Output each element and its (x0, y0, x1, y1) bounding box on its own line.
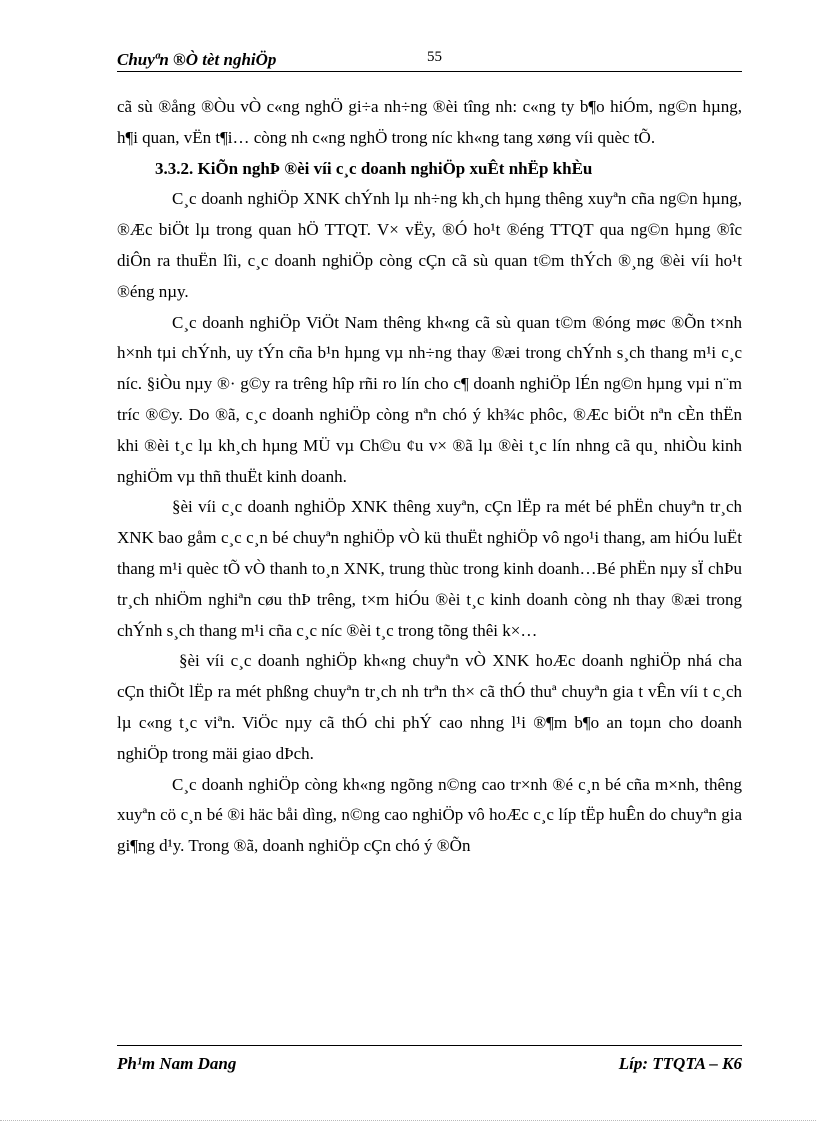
header-title: Chuyªn ®Ò tèt nghiÖp (117, 50, 277, 69)
paragraph: C¸c doanh nghiÖp XNK chÝnh lµ nh÷ng kh¸ch hµng thêng xuyªn cña ng©n hµng, ®Æc biÖt lµ trong quan hÖ TTQT. V× vËy, ®Ó ho¹t ®éng TTQT qua ng©n hµng ®îc diÔn ra thuËn lîi, c¸c doanh nghiÖp còng cÇn cã sù quan t©m thÝch ®¸ng ®èi víi ho¹t ®éng nµy. (117, 189, 742, 301)
footer-class: Líp: TTQTA – K6 (618, 1054, 742, 1073)
paragraph: §èi víi c¸c doanh nghiÖp kh«ng chuyªn vÒ XNK hoÆc doanh nghiÖp nhá cha cÇn thiÕt lËp ra mét phßng chuyªn tr¸ch nh trªn th× cã thÓ thuª chuyªn gia t vÊn víi t c¸ch lµ c«ng t¸c viªn. ViÖc nµy cã thÓ chi phÝ cao nhng l¹i ®¶m b¶o an toµn cho doanh nghiÖp trong mäi giao dÞch. (117, 651, 742, 763)
page-header (117, 46, 742, 72)
page-edge-divider (0, 1120, 816, 1121)
page-body (117, 92, 742, 862)
page-number: 55 (427, 49, 442, 65)
paragraph-continuation: cã sù ®ång ®Òu vÒ c«ng nghÖ gi÷a nh÷ng ®èi tîng nh: c«ng ty b¶o hiÓm, ng©n hµng, h¶i quan, vËn t¶i… còng nh c«ng nghÖ trong níc kh«ng tang xøng víi quèc tÕ. (117, 97, 742, 147)
header-rule (117, 71, 742, 72)
section-heading: 3.3.2. KiÕn nghÞ ®èi víi c¸c doanh nghiÖp xuÊt nhËp khÈu (155, 158, 593, 178)
paragraph: §èi víi c¸c doanh nghiÖp XNK thêng xuyªn, cÇn lËp ra mét bé phËn chuyªn tr¸ch XNK bao gåm c¸c c¸n bé chuyªn nghiÖp vÒ kü thuËt nghiÖp vô ngo¹i thang, am hiÓu luËt thang m¹i quèc tÕ vÒ thanh to¸n XNK, trung thùc trong kinh doanh…Bé phËn nµy sÏ chÞu tr¸ch nhiÖm nghiªn cøu thÞ trêng, t×m hiÓu ®èi t¸c kinh doanh còng nh thay ®æi trong chÝnh s¸ch thang m¹i cña c¸c níc ®èi t¸c trong tõng thêi k×… (117, 497, 742, 640)
paragraph: C¸c doanh nghiÖp còng kh«ng ngõng n©ng cao tr×nh ®é c¸n bé cña m×nh, thêng xuyªn cö c¸n bé ®i häc båi dìng, n©ng cao nghiÖp vô hoÆc c¸c líp tËp huÊn do chuyªn gia gi¶ng d¹y. Trong ®ã, doanh nghiÖp cÇn chó ý ®Õn (117, 774, 742, 856)
paragraph: C¸c doanh nghiÖp ViÖt Nam thêng kh«ng cã sù quan t©m ®óng møc ®Õn t×nh h×nh tµi chÝnh, uy tÝn cña b¹n hµng vµ nh÷ng thay ®æi trong chÝnh s¸ch thang m¹i c¸c níc. §iÒu nµy ®· g©y ra trêng hîp rñi ro lín cho c¶ doanh nghiÖp lÉn ng©n hµng vµi n¨m tríc ®©y. Do ®ã, c¸c doanh nghiÖp còng nªn chó ý kh¾c phôc, ®Æc biÖt nªn cÈn thËn khi ®èi t¸c lµ kh¸ch hµng MÜ vµ Ch©u ¢u v× ®ã lµ ®èi t¸c lín nhng cã qu¸ nhiÒu kinh nghiÖm vµ thñ thuËt kinh doanh. (117, 312, 742, 486)
page-footer (117, 1045, 742, 1078)
footer-author: Ph¹m Nam Dang (117, 1054, 237, 1073)
